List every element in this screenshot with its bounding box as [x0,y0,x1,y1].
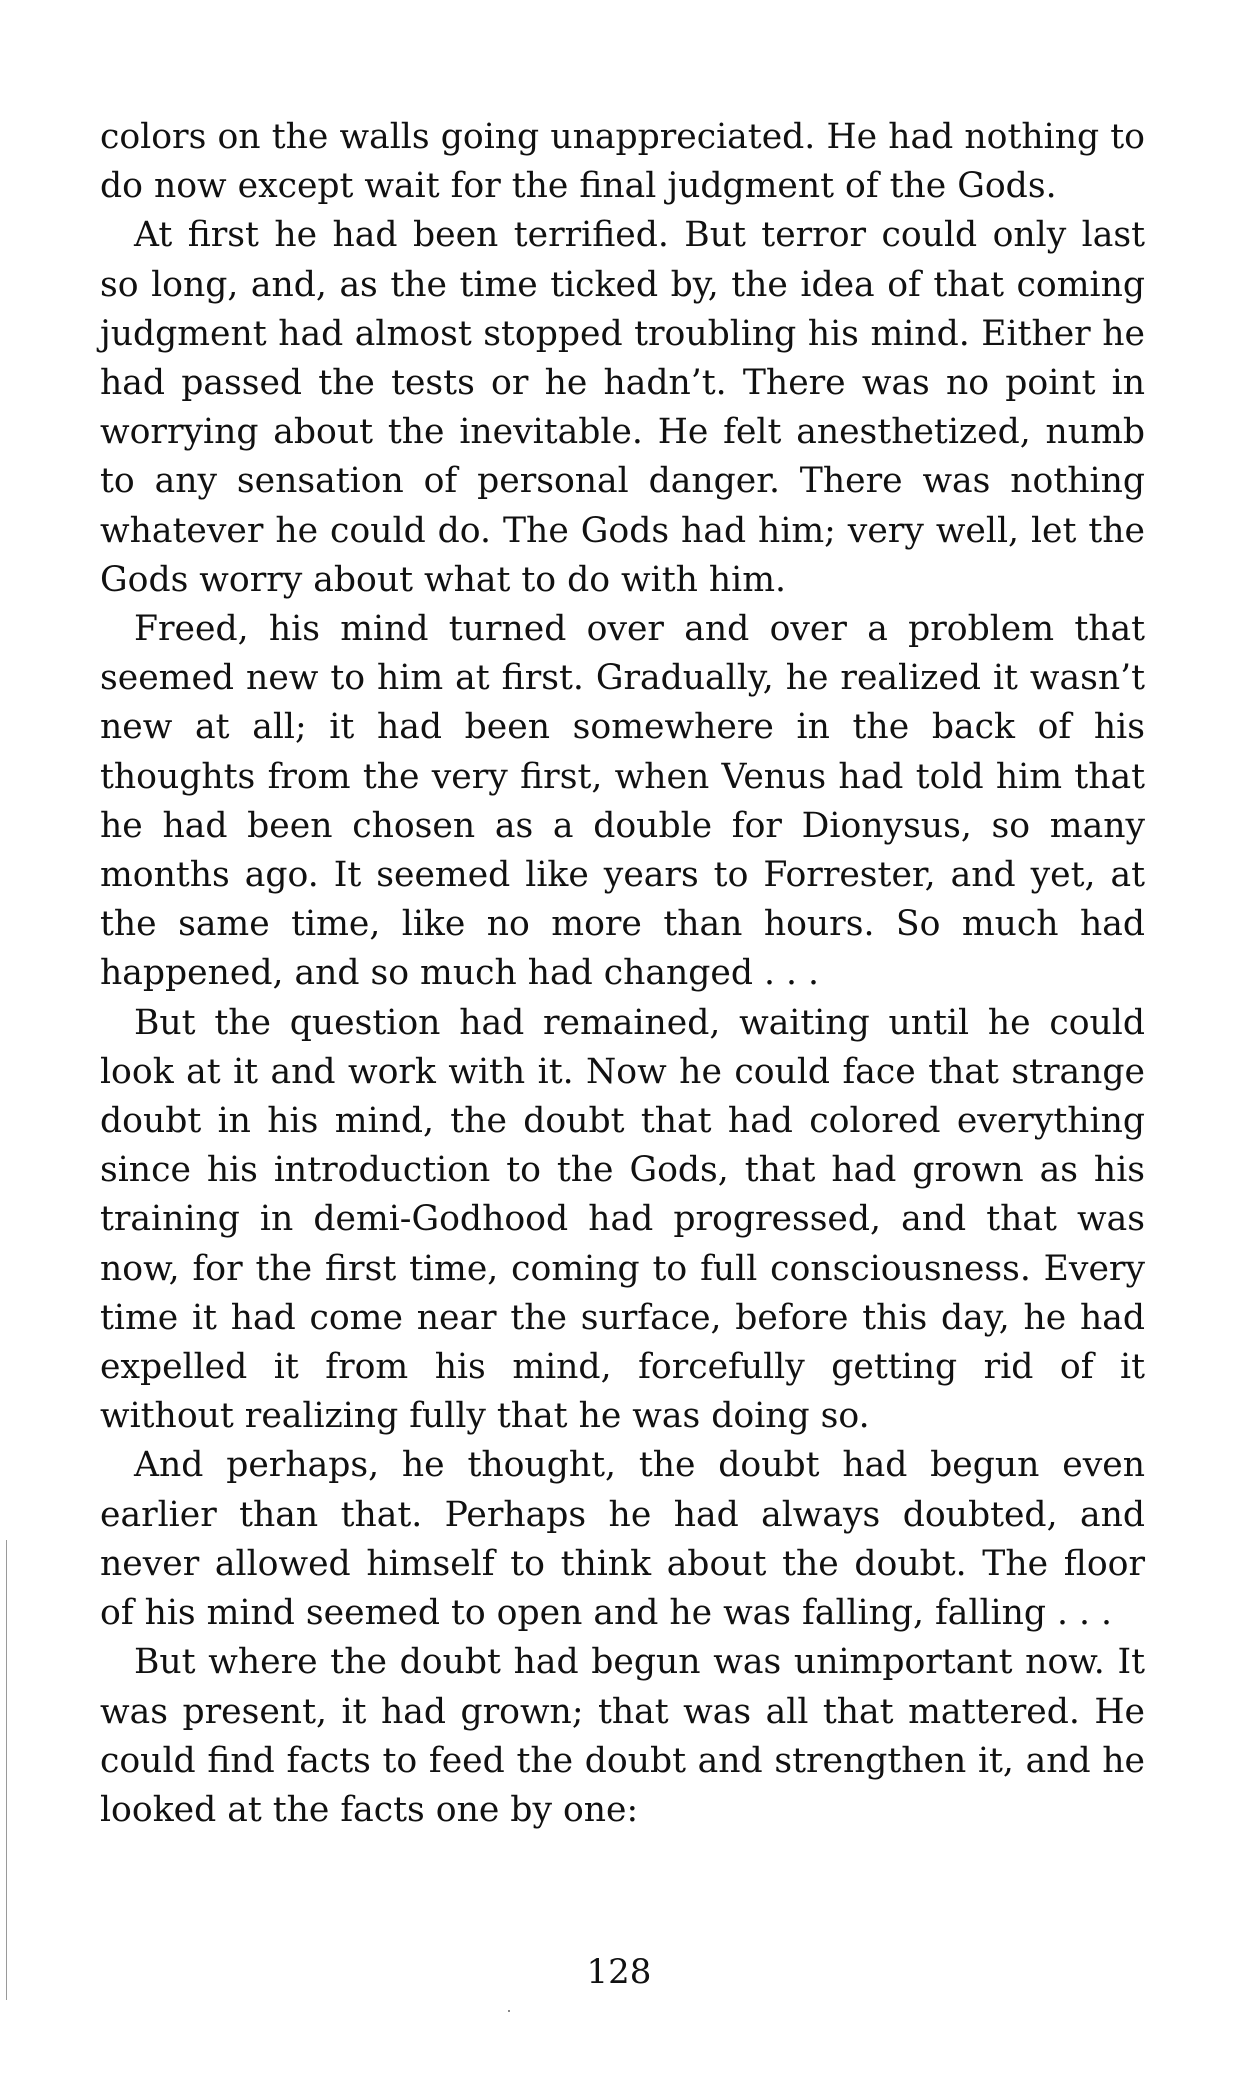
paragraph-4: But the question had remained, waiting until he could look at it and work with it. Now he could face that strange doubt in his mind, the doubt that had colored everything since his introduction to the Gods, that had grown as his training in demi-Godhood had progressed, and that was now, for the first time, coming to full consciousness. Every time it had come near the surface, before this day, he had expelled it from his mind, forcefully getting rid of it without realizing fully that he was doing so. [100,1002,1145,1437]
paragraph-6: But where the doubt had begun was unimportant now. It was present, it had grown; that was all that mattered. He could find facts to feed the doubt and strengthen it, and he looked at the facts one by one: [100,1642,1145,1830]
paragraph-5: And perhaps, he thought, the doubt had begun even earlier than that. Perhaps he had always doubted, and never allowed himself to think about the doubt. The floor of his mind seemed to open and he was falling, falling . . . [100,1445,1145,1634]
paragraph-2: At first he had been terrified. But terror could only last so long, and, as the time ticked by, the idea of that coming judgment had almost stopped troubling his mind. Either he had passed the tests or he hadn’t. There was no point in worrying about the inevitable. He felt anesthetized, numb to any sensation of personal danger. There was nothing whatever he could do. The Gods had him; very well, let the Gods worry about what to do with him. [100,215,1145,600]
paragraph-3: Freed, his mind turned over and over a problem that seemed new to him at first. Gradually, he realized it wasn’t new at all; it had been somewhere in the back of his thoughts from the very first, when Venus had told him that he had been chosen as a double for Dionysus, so many months ago. It seemed like years to Forrester, and yet, at the same time, like no more than hours. So much had happened, and so much had changed . . . [100,609,1145,994]
page-number: 128 [586,1952,652,1992]
scan-margin-line [6,1540,7,2000]
paragraph-1: colors on the walls going unappreciated. He had nothing to do now except wait for the final judgment of the Gods. [100,117,1145,207]
scan-speck [508,2010,510,2012]
body-text [100,113,1145,1835]
